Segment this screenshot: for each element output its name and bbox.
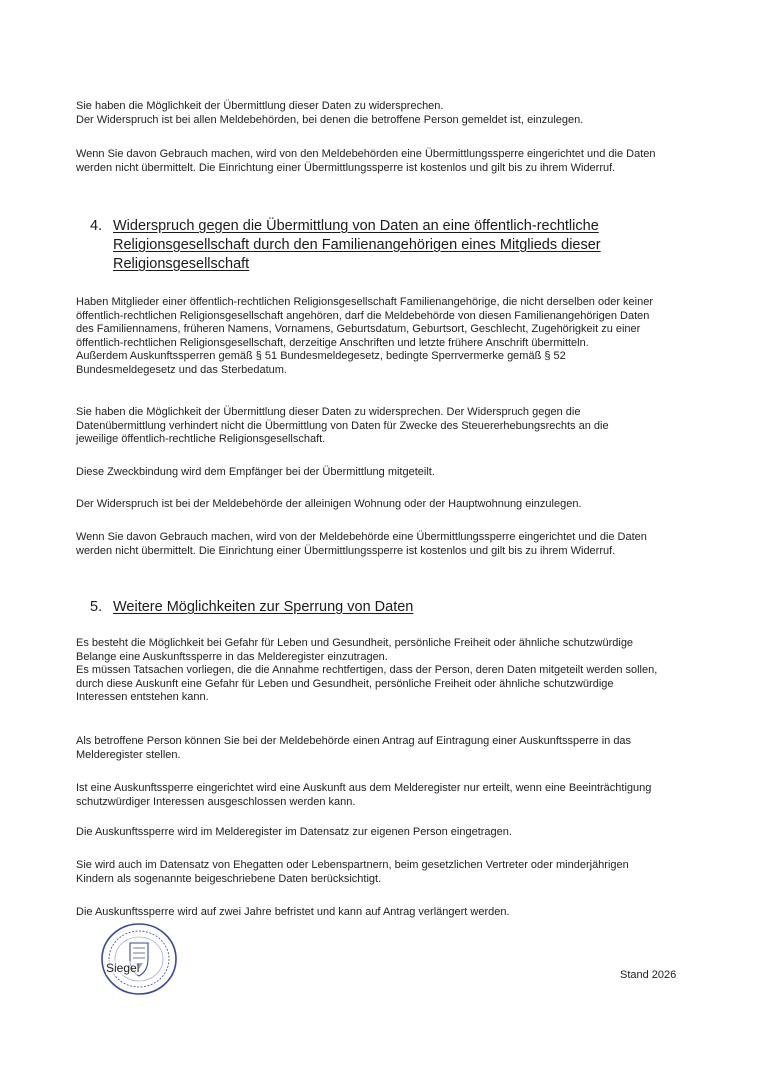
s5-para-1: Es besteht die Möglichkeit bei Gefahr für Leben und Gesundheit, persönliche Freiheit oder ähnliche schutzwürdige Belange eine Auskunftssperre in das Melderegister einzutragen. Es müssen Tatsachen vorliegen, die die Annahme rechtfertigen, dass der Person, deren Daten mitgeteilt werden sollen, durch diese Auskunft eine Gefahr für Leben und Gesundheit, persönliche Freiheit oder ähnliche schutzwürdige Interessen entstehen kann.	[76, 637, 658, 703]
section-4-title: Widerspruch gegen die Übermittlung von Daten an eine öffentlich-rechtliche Religionsgesellschaft durch den Familienangehörigen eines Mitglieds dieser Religionsgesellschaft	[113, 218, 601, 272]
s5-para-2: Als betroffene Person können Sie bei der Meldebehörde einen Antrag auf Eintragung einer Auskunftssperre in das Melderegister stellen.	[76, 735, 632, 761]
s3-para-2: Wenn Sie davon Gebrauch machen, wird von den Meldebehörden eine Übermittlungssperre eingerichtet und die Daten werden nicht übermittelt. Die Einrichtung einer Übermittlungssperre ist kostenlos und gilt bis zu ihrem Widerruf.	[76, 148, 656, 174]
s4-para-4: Der Widerspruch ist bei der Meldebehörde der alleinigen Wohnung oder der Hauptwohnung einzulegen.	[76, 498, 582, 510]
section-5-title: Weitere Möglichkeiten zur Sperrung von Daten	[113, 599, 414, 615]
seal-label: Siegel	[106, 961, 140, 975]
s4-para-1: Haben Mitglieder einer öffentlich-rechtlichen Religionsgesellschaft Familienangehörige, die nicht derselben oder keiner öffentlich-rechtlichen Religionsgesellschaft angehören, darf die Meldebehörde von diesen Familienangehörigen Daten des Familiennamens, früheren Namens, Vornamens, Geburtsdatum, Geburtsort, Geschlecht, Zugehörigkeit zu einer öffentlich-rechtlichen Religionsgesellschaft, derzeitige Anschriften und letzte frühere Anschrift übermitteln. Außerdem Auskunftssperren gemäß § 51 Bundesmeldegesetz, bedingte Sperrvermerke gemäß § 52 Bundesmeldegesetz und das Sterbedatum.	[76, 296, 654, 376]
official-seal-icon	[99, 921, 179, 997]
document-date-stand: Stand 2026	[620, 969, 677, 981]
s5-para-6: Die Auskunftssperre wird auf zwei Jahre befristet und kann auf Antrag verlängert werden.	[76, 906, 510, 918]
s5-para-4: Die Auskunftssperre wird im Melderegister im Datensatz zur eigenen Person eingetragen.	[76, 826, 512, 838]
s4-para-3: Diese Zweckbindung wird dem Empfänger bei der Übermittlung mitgeteilt.	[76, 466, 435, 478]
section-5-number: 5.	[90, 599, 103, 615]
s5-para-5: Sie wird auch im Datensatz von Ehegatten oder Lebenspartnern, beim gesetzlichen Vertreter oder minderjährigen Kindern als sogenannte beigeschriebene Daten berücksichtigt.	[76, 859, 629, 885]
s5-para-3: Ist eine Auskunftssperre eingerichtet wird eine Auskunft aus dem Melderegister nur erteilt, wenn eine Beeinträchtigung schutzwürdiger Interessen ausgeschlossen werden kann.	[76, 782, 652, 808]
s4-para-2: Sie haben die Möglichkeit der Übermittlung dieser Daten zu widersprechen. Der Widerspruch gegen die Datenübermittlung verhindert nicht die Übermittlung von Daten für Zwecke des Steuererhebungsrechts an die jeweilige öffentlich-rechtliche Religionsgesellschaft.	[76, 406, 609, 445]
s4-para-5: Wenn Sie davon Gebrauch machen, wird von der Meldebehörde eine Übermittlungssperre eingerichtet und die Daten werden nicht übermittelt. Die Einrichtung einer Übermittlungssperre ist kostenlos und gilt bis zu ihrem Widerruf.	[76, 531, 647, 557]
s3-para-1: Sie haben die Möglichkeit der Übermittlung dieser Daten zu widersprechen. Der Widerspruch ist bei allen Meldebehörden, bei denen die betroffene Person gemeldet ist, einzulegen.	[76, 100, 584, 126]
section-4-number: 4.	[90, 218, 103, 234]
